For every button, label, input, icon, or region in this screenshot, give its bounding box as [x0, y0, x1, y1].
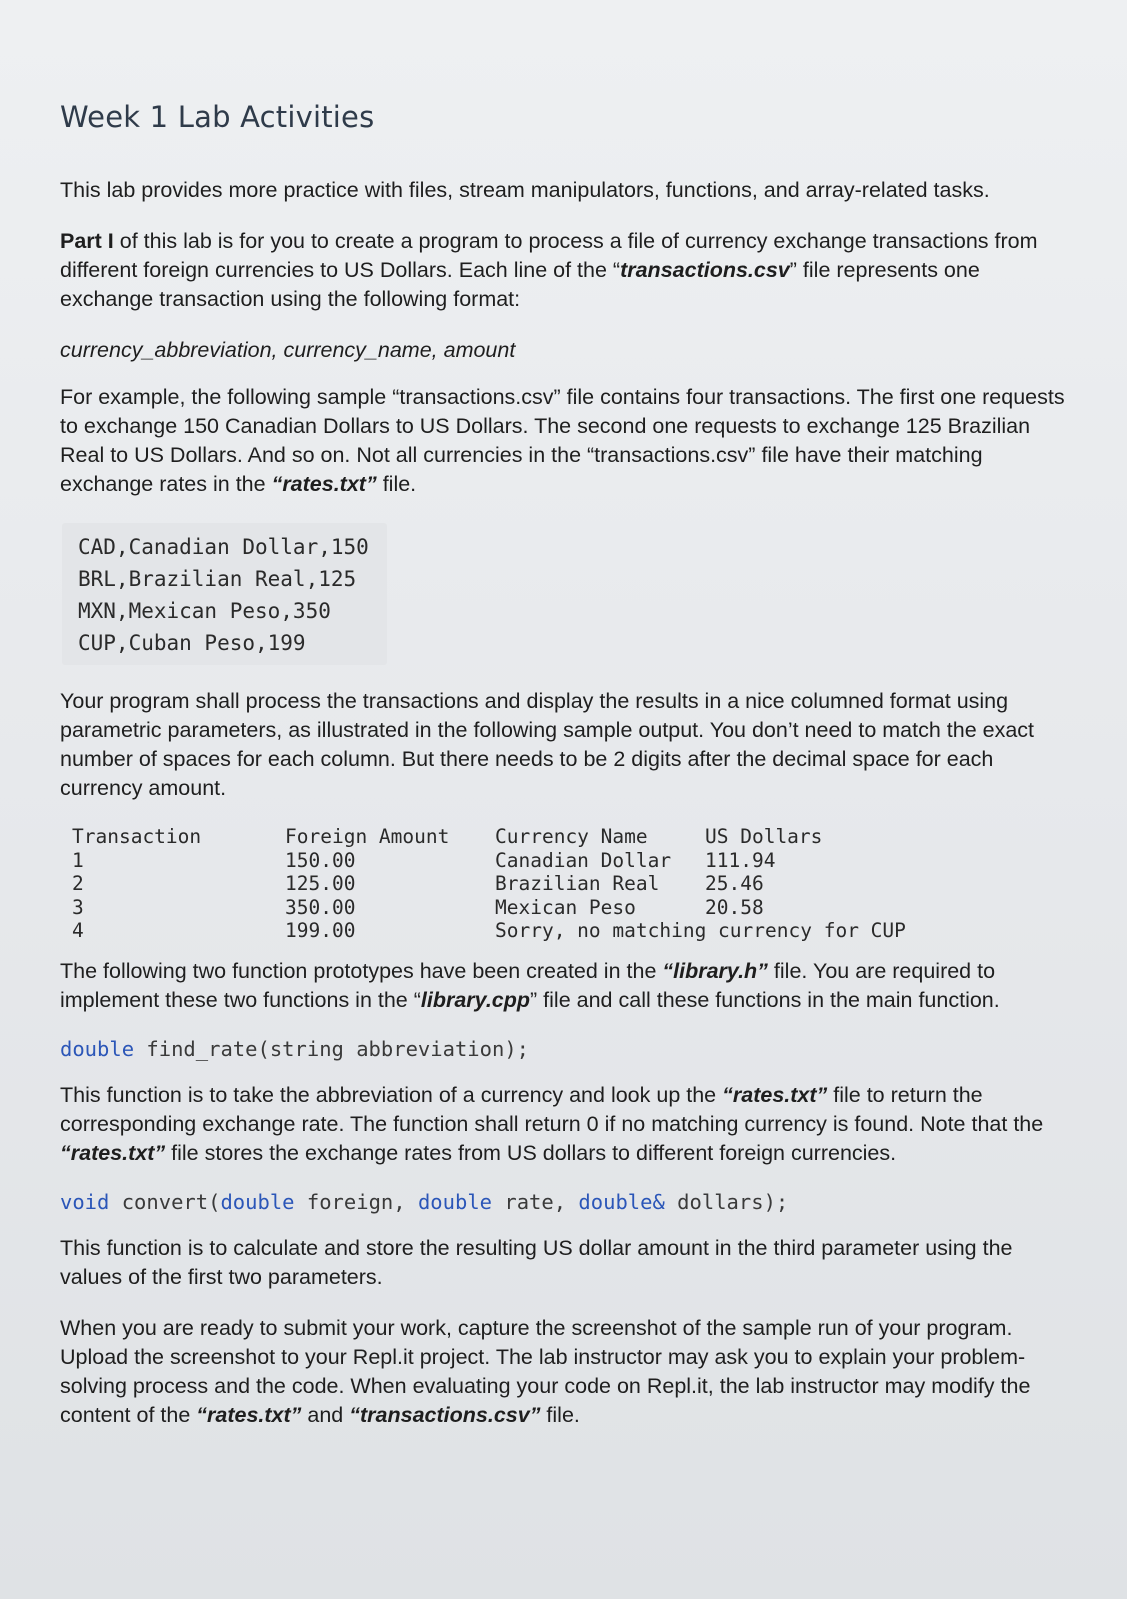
return-type-keyword: void: [60, 1189, 110, 1214]
find-rate-prototype: [60, 1037, 1077, 1061]
submit-text-c: file.: [540, 1402, 580, 1427]
convert-description: This function is to calculate and store the resulting US dollar amount in the third parameter using the values of the first two parameters.: [60, 1235, 1013, 1289]
submit-text-a: When you are ready to submit your work, capture the screenshot of the sample run of your program. Upload the screenshot to your Repl.it project. The lab instructor may ask you to explain your problem-solving process and the code. When evaluating your code on Repl.it, the lab instructor may modify the content of the: [60, 1315, 1031, 1427]
return-type-keyword: double: [60, 1036, 135, 1061]
csv-line: BRL,Brazilian Real,125: [78, 567, 357, 591]
table-row: [72, 896, 945, 920]
header-transaction: Transaction: [72, 825, 202, 848]
example-text-b: file.: [376, 472, 417, 496]
param-type-keyword: double: [417, 1189, 493, 1214]
part1-text-b: ” file represents one exchange transaction using the following format:: [60, 258, 980, 311]
find-rate-text-a: This function is to take the abbreviation of a currency and look up the: [60, 1082, 723, 1107]
prototype-signature: find_rate(string abbreviation);: [134, 1036, 530, 1061]
cell-us-dollars: 20.58: [705, 895, 764, 919]
part1-paragraph: [60, 227, 1077, 314]
cell-currency-name: Mexican Peso: [495, 895, 636, 919]
example-paragraph: [60, 383, 1077, 499]
table-row: [72, 872, 945, 896]
csv-line: CAD,Canadian Dollar,150: [78, 535, 369, 559]
prototypes-text-a: The following two function prototypes have been created in the: [60, 958, 663, 983]
cell-currency-name: Brazilian Real: [495, 872, 660, 895]
prototype-part: foreign,: [294, 1189, 418, 1214]
header-us-dollars: US Dollars: [705, 825, 823, 848]
prototype-part: convert(: [109, 1189, 221, 1214]
output-intro-paragraph: Your program shall process the transactions and display the results in a nice columned format using parametric parameters, as illustrated in the following sample output. You don’t need to match the exact number of spaces for each column. But there needs to be 2 digits after the decimal space for each currency amount.: [60, 689, 1035, 800]
find-rate-text-c: file stores the exchange rates from US dollars to different foreign currencies.: [165, 1140, 897, 1165]
cell-transaction: 3: [72, 895, 84, 919]
prototype-part: dollars);: [664, 1189, 789, 1214]
rates-file-name: “rates.txt”: [271, 472, 377, 496]
cell-amount: 199.00: [285, 919, 356, 942]
library-cpp-file-name: library.cpp: [420, 987, 531, 1012]
cell-currency-name: Canadian Dollar: [495, 848, 672, 872]
prototype-part: rate,: [492, 1189, 579, 1214]
prototypes-intro-paragraph: [60, 957, 1077, 1015]
cell-amount: 150.00: [285, 848, 356, 872]
example-text-a: For example, the following sample “transactions.csv” file contains four transactions. The first one requests to exchange 150 Canadian Dollars to US Dollars. The second one requests to exchange 125 Brazilian Real to US Dollars. And so on. Not all currencies in the “transactions.csv” file have their matching exchange rates in the: [60, 385, 1065, 496]
csv-sample-code: [62, 523, 387, 665]
part1-text-a: of this lab is for you to create a program to process a file of currency exchange transactions from different foreign currencies to US Dollars. Each line of the “: [60, 229, 1038, 282]
rates-file-name: “rates.txt”: [722, 1082, 828, 1107]
submit-paragraph: [60, 1314, 1077, 1430]
prototypes-text-c: ” file and call these functions in the main function.: [530, 987, 1000, 1012]
csv-line: CUP,Cuban Peso,199: [78, 631, 306, 655]
intro-paragraph: This lab provides more practice with files, stream manipulators, functions, and array-related tasks.: [60, 178, 990, 202]
cell-us-dollars: 111.94: [705, 848, 776, 872]
table-row: [72, 919, 945, 943]
cell-us-dollars: 25.46: [705, 872, 764, 895]
cell-amount: 125.00: [285, 872, 356, 895]
prototypes-text-b: file. You are required to implement these two functions in the “: [60, 958, 996, 1012]
rates-file-name: “rates.txt”: [196, 1402, 302, 1427]
transactions-file-name: transactions.csv: [620, 258, 790, 282]
library-h-file-name: “library.h”: [662, 958, 768, 983]
transactions-file-name: “transactions.csv”: [349, 1402, 541, 1427]
header-currency-name: Currency Name: [495, 825, 648, 848]
table-header-row: [72, 825, 945, 849]
convert-prototype: [60, 1190, 1077, 1214]
cell-amount: 350.00: [285, 895, 356, 919]
part1-label: Part I: [60, 229, 114, 253]
param-type-keyword: double&: [578, 1189, 665, 1214]
param-type-keyword: double: [220, 1189, 295, 1214]
cell-no-match-message: Sorry, no matching currency for CUP: [495, 919, 906, 942]
find-rate-text-b: file to return the corresponding exchange rate. The function shall return 0 if no matching currency is found. Note that the: [60, 1082, 1044, 1136]
format-line: currency_abbreviation, currency_name, amount: [60, 338, 516, 362]
page-title: Week 1 Lab Activities: [60, 100, 375, 134]
header-foreign-amount: Foreign Amount: [285, 825, 450, 848]
cell-transaction: 2: [72, 872, 84, 895]
rates-file-name: “rates.txt”: [60, 1140, 166, 1165]
submit-text-b: and: [301, 1402, 350, 1427]
csv-line: MXN,Mexican Peso,350: [78, 599, 331, 623]
table-row: [72, 849, 945, 873]
cell-transaction: 4: [72, 919, 84, 942]
find-rate-description: [60, 1081, 1077, 1168]
cell-transaction: 1: [72, 848, 84, 872]
sample-output-table: [72, 825, 945, 943]
